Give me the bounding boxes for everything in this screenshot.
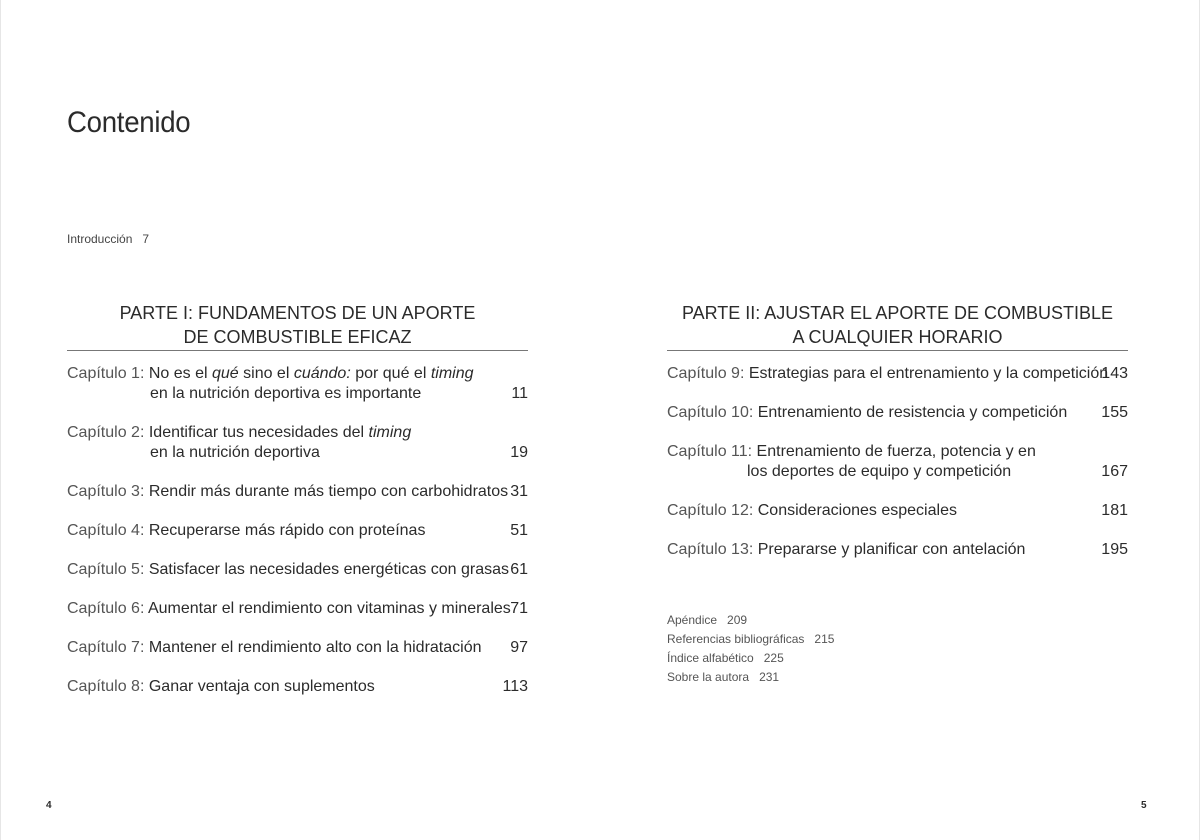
toc-entry bbox=[67, 482, 528, 502]
back-matter-item bbox=[667, 668, 834, 687]
chapter-page: 11 bbox=[511, 385, 528, 402]
chapter-title-line2: en la nutrición deportiva bbox=[150, 444, 320, 461]
toc-entry bbox=[667, 442, 1128, 482]
chapter-title-part: sino el bbox=[238, 365, 294, 382]
chapter-title: Estrategias para el entrenamiento y la competición bbox=[748, 365, 1109, 382]
back-matter-label: Sobre la autora bbox=[667, 670, 750, 684]
toc-entry bbox=[67, 638, 528, 658]
chapter-title-italic: timing bbox=[368, 424, 412, 441]
back-matter-label: Referencias bibliográficas bbox=[667, 632, 805, 646]
chapter-label: Capítulo 9: bbox=[667, 365, 745, 382]
chapter-page: 31 bbox=[510, 483, 528, 500]
toc-entry bbox=[667, 364, 1128, 384]
toc-entry bbox=[67, 560, 528, 580]
toc-entry bbox=[67, 677, 528, 697]
toc-entry bbox=[67, 521, 528, 541]
chapter-title-italic: timing bbox=[430, 365, 474, 382]
page-edge bbox=[0, 0, 1, 840]
chapter-title-part: por qué el bbox=[350, 365, 431, 382]
chapter-label: Capítulo 2: bbox=[67, 424, 145, 441]
toc-entry bbox=[667, 403, 1128, 423]
intro-page: 7 bbox=[142, 232, 150, 246]
chapter-label: Capítulo 12: bbox=[667, 502, 754, 519]
chapter-title: Aumentar el rendimiento con vitaminas y minerales bbox=[147, 600, 511, 617]
chapter-page: 61 bbox=[510, 561, 528, 578]
chapter-page: 181 bbox=[1101, 502, 1128, 519]
chapter-title: Ganar ventaja con suplementos bbox=[148, 678, 375, 695]
toc-entry bbox=[667, 540, 1128, 560]
toc-entry bbox=[667, 501, 1128, 521]
chapter-title: Satisfacer las necesidades energéticas con grasas bbox=[148, 561, 510, 578]
chapter-title-line2: en la nutrición deportiva es importante bbox=[150, 385, 422, 402]
chapter-page: 97 bbox=[510, 639, 528, 656]
chapter-title-italic: cuándo: bbox=[293, 365, 351, 382]
chapter-title: Recuperarse más rápido con proteínas bbox=[148, 522, 426, 539]
toc-list-right bbox=[667, 364, 1128, 560]
chapter-label: Capítulo 11: bbox=[667, 443, 753, 460]
chapter-page: 143 bbox=[1101, 365, 1128, 382]
chapter-page: 51 bbox=[510, 522, 528, 539]
page-number-right: 5 bbox=[1141, 800, 1147, 811]
chapter-page: 155 bbox=[1101, 404, 1128, 421]
chapter-page: 113 bbox=[502, 678, 528, 695]
chapter-title: Rendir más durante más tiempo con carbohidratos bbox=[148, 483, 509, 500]
part-1-line1: PARTE I: FUNDAMENTOS DE UN APORTE bbox=[119, 303, 476, 323]
chapter-label: Capítulo 6: bbox=[67, 600, 145, 617]
chapter-label: Capítulo 3: bbox=[67, 483, 145, 500]
chapter-title-part: No es el bbox=[148, 365, 212, 382]
back-matter-label: Apéndice bbox=[667, 613, 718, 627]
chapter-label: Capítulo 5: bbox=[67, 561, 145, 578]
chapter-title: Prepararse y planificar con antelación bbox=[757, 541, 1026, 558]
chapter-label: Capítulo 7: bbox=[67, 639, 145, 656]
intro-label: Introducción bbox=[67, 232, 133, 246]
part-1-line2: DE COMBUSTIBLE EFICAZ bbox=[183, 327, 412, 347]
chapter-title: Consideraciones especiales bbox=[757, 502, 957, 519]
part-2-line1: PARTE II: AJUSTAR EL APORTE DE COMBUSTIBLE bbox=[681, 303, 1114, 323]
page-number-left: 4 bbox=[46, 800, 52, 811]
chapter-title: Entrenamiento de resistencia y competición bbox=[757, 404, 1068, 421]
chapter-page: 167 bbox=[1101, 463, 1128, 480]
part-2-heading bbox=[667, 301, 1128, 351]
toc-list-left bbox=[67, 364, 528, 697]
part-2-line2: A CUALQUIER HORARIO bbox=[792, 327, 1003, 347]
part-1-heading bbox=[67, 301, 528, 351]
chapter-page: 19 bbox=[510, 444, 528, 461]
chapter-label: Capítulo 1: bbox=[67, 365, 145, 382]
chapter-title-line2: los deportes de equipo y competición bbox=[747, 463, 1012, 480]
intro-entry bbox=[67, 232, 149, 246]
back-matter-item bbox=[667, 611, 834, 630]
chapter-page: 71 bbox=[510, 600, 528, 617]
chapter-label: Capítulo 8: bbox=[67, 678, 145, 695]
chapter-label: Capítulo 13: bbox=[667, 541, 754, 558]
toc-entry bbox=[67, 364, 528, 404]
chapter-title: Mantener el rendimiento alto con la hidratación bbox=[148, 639, 482, 656]
chapter-label: Capítulo 10: bbox=[667, 404, 754, 421]
back-matter-item bbox=[667, 630, 834, 649]
back-matter-list bbox=[667, 611, 834, 687]
chapter-title: Entrenamiento de fuerza, potencia y en bbox=[756, 443, 1036, 460]
back-matter-label: Índice alfabético bbox=[667, 651, 754, 665]
chapter-label: Capítulo 4: bbox=[67, 522, 145, 539]
chapter-title-italic: qué bbox=[211, 365, 239, 382]
back-matter-page: 209 bbox=[727, 613, 748, 627]
toc-entry bbox=[67, 423, 528, 463]
chapter-page: 195 bbox=[1101, 541, 1128, 558]
chapter-title-part: Identificar tus necesidades del bbox=[148, 424, 369, 441]
back-matter-page: 225 bbox=[763, 651, 784, 665]
page-title: Contenido bbox=[67, 106, 191, 140]
back-matter-item bbox=[667, 649, 834, 668]
toc-entry bbox=[67, 599, 528, 619]
back-matter-page: 231 bbox=[759, 670, 780, 684]
back-matter-page: 215 bbox=[814, 632, 835, 646]
